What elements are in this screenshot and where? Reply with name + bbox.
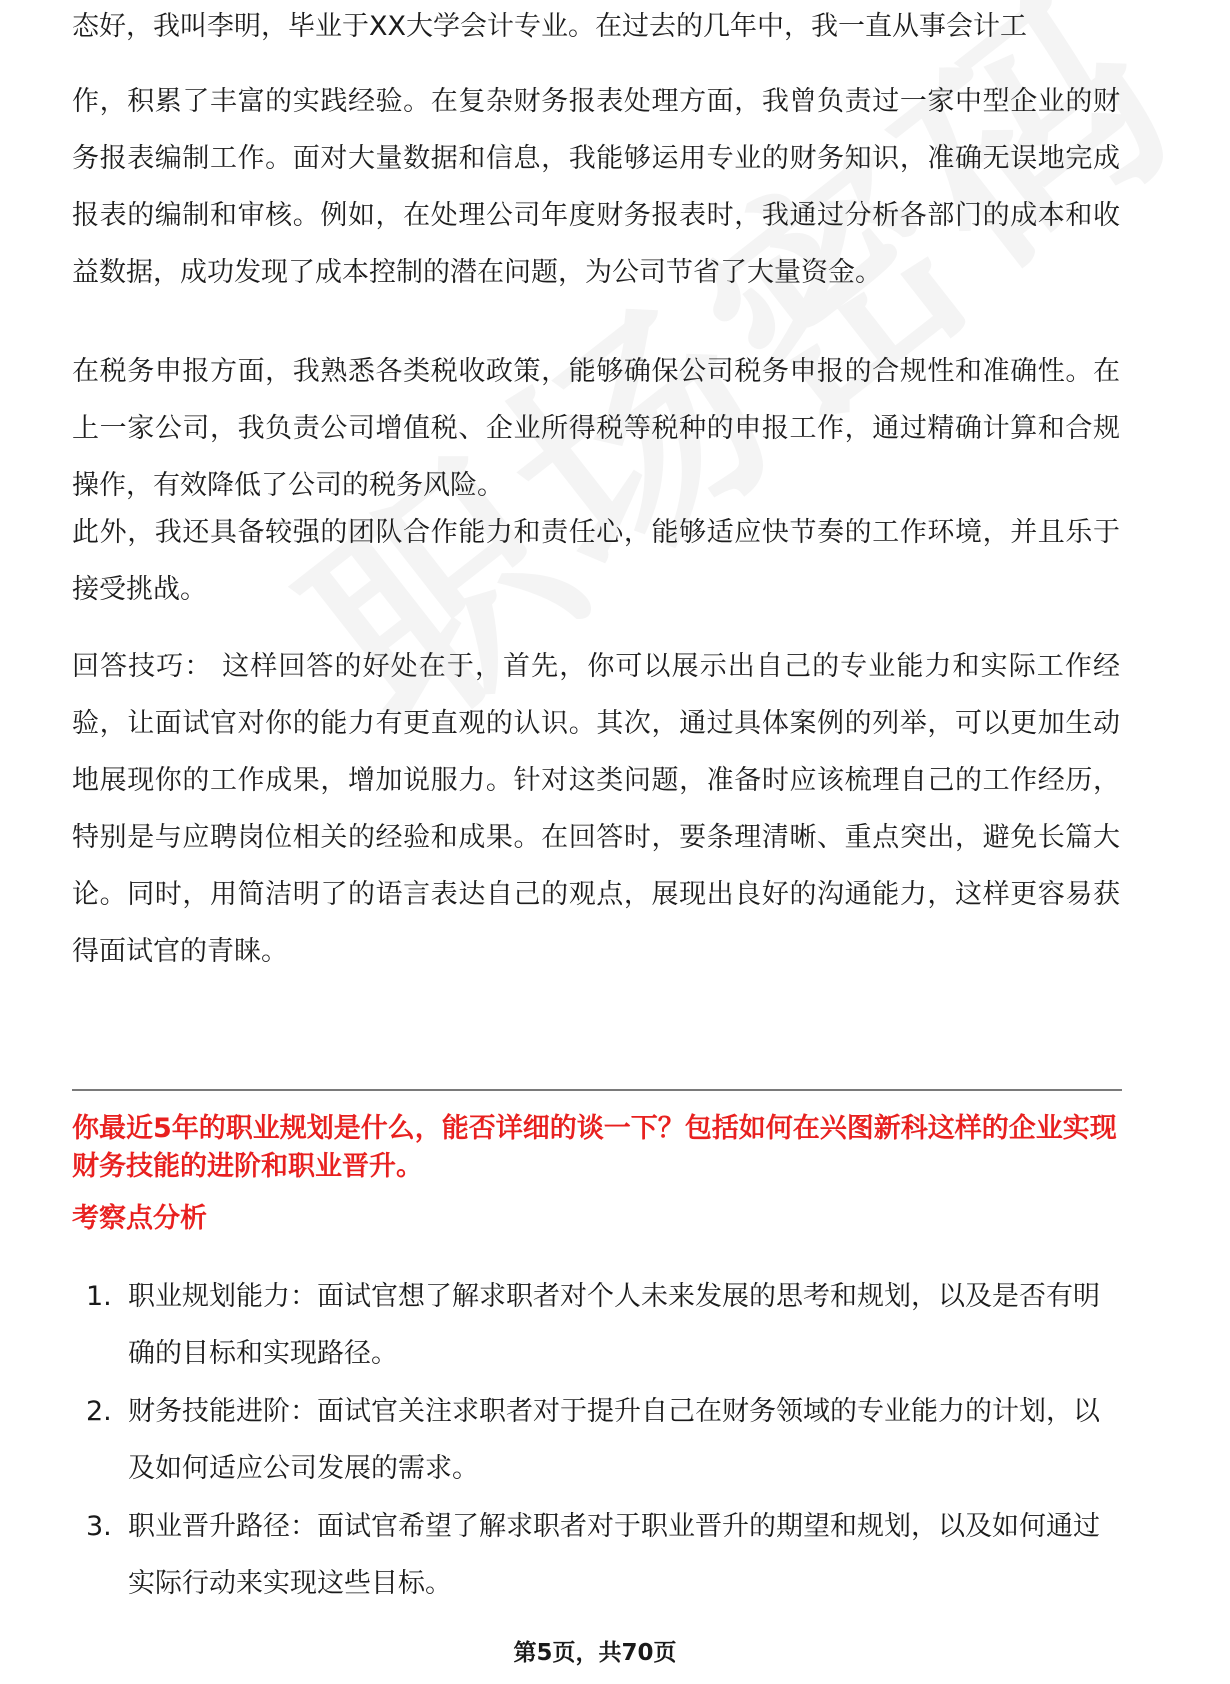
answer-paragraph-3	[72, 504, 1120, 618]
list-number: 2.	[86, 1396, 112, 1427]
partial-top-line	[72, 11, 1120, 64]
page-footer: 第5页，共70页	[513, 1640, 677, 1666]
question-heading: 你最近5年的职业规划是什么，能否详细的谈一下？包括如何在兴图新科这样的企业实现财务技能的进阶和职业晋升。	[72, 1113, 1117, 1182]
paragraph-text: 在税务申报方面，我熟悉各类税收政策，能够确保公司税务申报的合规性和准确性。在上一家公司，我负责公司增值税、企业所得税等税种的申报工作，通过精确计算和合规操作，有效降低了公司的税务风险。	[72, 356, 1120, 501]
list-item-text: 财务技能进阶：面试官关注求职者对于提升自己在财务领域的专业能力的计划，以及如何适应公司发展的需求。	[128, 1396, 1100, 1484]
analysis-list	[86, 1268, 1122, 1613]
list-item-text: 职业规划能力：面试官想了解求职者对个人未来发展的思考和规划，以及是否有明确的目标和实现路径。	[128, 1281, 1100, 1369]
paragraph-text: 作，积累了丰富的实践经验。在复杂财务报表处理方面，我曾负责过一家中型企业的财务报表编制工作。面对大量数据和信息，我能够运用专业的财务知识，准确无误地完成报表的编制和审核。例如，在处理公司年度财务报表时，我通过分析各部门的成本和收益数据，成功发现了成本控制的潜在问题，为公司节省了大量资金。	[72, 86, 1120, 288]
list-number: 1.	[86, 1281, 112, 1312]
paragraph-text: 回答技巧： 这样回答的好处在于，首先，你可以展示出自己的专业能力和实际工作经验，让面试官对你的能力有更直观的认识。其次，通过具体案例的列举，可以更加生动地展现你的工作成果，增加说服力。针对这类问题，准备时应该梳理自己的工作经历，特别是与应聘岗位相关的经验和成果。在回答时，要条理清晰、重点突出，避免长篇大论。同时，用简洁明了的语言表达自己的观点，展现出良好的沟通能力，这样更容易获得面试官的青睐。	[72, 651, 1120, 967]
list-item	[86, 1383, 1122, 1497]
paragraph-text: 此外，我还具备较强的团队合作能力和责任心，能够适应快节奏的工作环境，并且乐于接受挑战。	[72, 517, 1120, 605]
analysis-heading: 考察点分析	[72, 1203, 207, 1234]
list-item	[86, 1498, 1122, 1612]
list-item-text: 职业晋升路径：面试官希望了解求职者对于职业晋升的期望和规划，以及如何通过实际行动来实现这些目标。	[128, 1511, 1100, 1599]
list-number: 3.	[86, 1511, 112, 1542]
answer-paragraph-2	[72, 343, 1120, 514]
answer-tips-paragraph	[72, 638, 1120, 980]
partial-top-line-text: 态好，我叫李明，毕业于XX大学会计专业。在过去的几年中，我一直从事会计工	[72, 11, 1027, 42]
list-item	[86, 1268, 1122, 1382]
answer-paragraph-1	[72, 73, 1120, 301]
section-divider	[72, 1089, 1122, 1091]
